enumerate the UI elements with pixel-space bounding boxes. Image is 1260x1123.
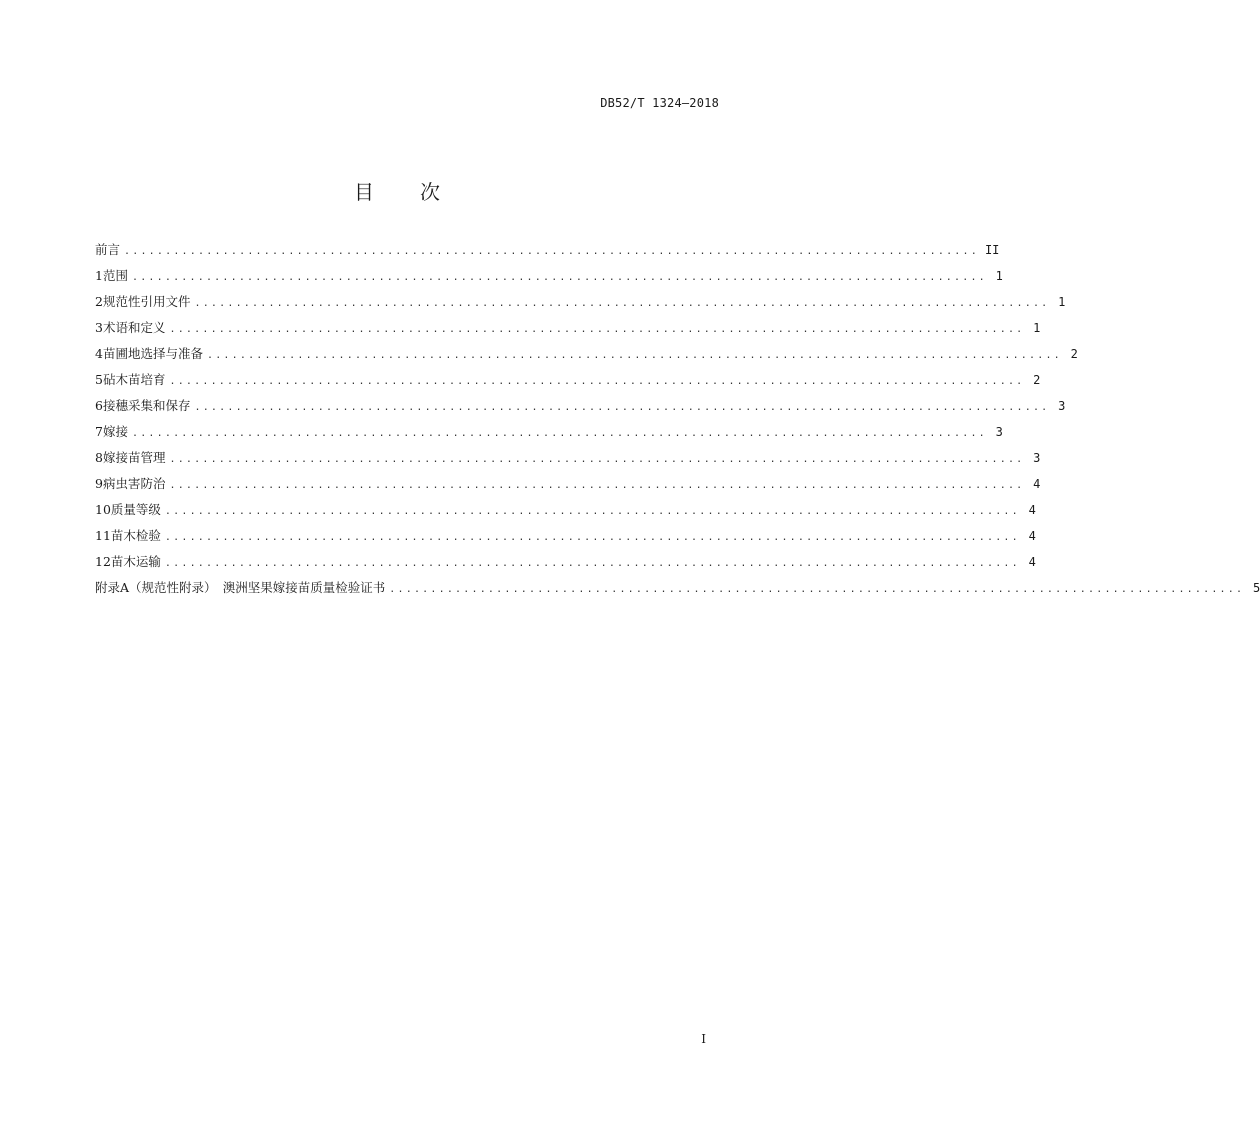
toc-title — [0, 176, 794, 205]
toc-entry-number: 3 — [95, 320, 103, 335]
toc-leader-dots: ........................................................................................................ — [124, 246, 979, 257]
toc-entry-5[interactable] — [95, 367, 1041, 393]
toc-entry-number: 6 — [95, 398, 103, 413]
toc-entry-10[interactable] — [95, 497, 1036, 523]
toc-entry-label: 质量等级 — [110, 502, 161, 517]
toc-leader-dots: ........................................................................................................ — [194, 402, 1050, 413]
toc-leader-dots: ........................................................................................................ — [131, 272, 987, 283]
toc-entry-3[interactable] — [95, 315, 1041, 341]
toc-entry-number: 7 — [95, 424, 103, 439]
toc-entry-number: 4 — [95, 346, 103, 361]
toc-entry-page: 4 — [1028, 503, 1036, 517]
toc-entry-page: 2 — [1033, 373, 1041, 387]
toc-entry-9[interactable] — [95, 471, 1041, 497]
toc-leader-dots: ........................................................................................................ — [389, 584, 1245, 595]
toc-entry-label: 苗木运输 — [110, 554, 161, 569]
toc-entry-11[interactable] — [95, 523, 1036, 549]
toc-entry-label: 砧木苗培育 — [102, 372, 166, 387]
toc-leader-dots: ........................................................................................................ — [164, 532, 1020, 543]
toc-entry-page: 1 — [1033, 321, 1041, 335]
toc-entry-number: 8 — [95, 450, 103, 465]
toc-leader-dots: ........................................................................................................ — [131, 428, 987, 439]
toc-entry-2[interactable] — [95, 289, 1066, 315]
toc-entry-label: 前言 — [95, 242, 121, 257]
toc-entry-number: 5 — [95, 372, 103, 387]
toc-entry-page: 1 — [1058, 295, 1066, 309]
toc-entry-number: 9 — [95, 476, 103, 491]
toc-leader-dots: ........................................................................................................ — [206, 350, 1062, 361]
standard-code: DB52/T 1324—2018 — [600, 96, 719, 110]
toc-entry-label: 嫁接苗管理 — [102, 450, 166, 465]
toc-leader-dots: ........................................................................................................ — [169, 324, 1025, 335]
toc-title-char: 目 — [354, 180, 374, 204]
toc-entry-number: 12 — [95, 554, 111, 569]
table-of-contents — [95, 237, 1260, 601]
toc-entry-label: 规范性引用文件 — [102, 294, 191, 309]
toc-entry-page: 4 — [1028, 555, 1036, 569]
page-number: I — [701, 1032, 706, 1046]
toc-entry-label: 苗圃地选择与准备 — [102, 346, 203, 361]
toc-leader-dots: ........................................................................................................ — [169, 480, 1025, 491]
toc-entry-page: 5 — [1252, 581, 1260, 595]
toc-entry-6[interactable] — [95, 393, 1066, 419]
toc-entry-page: 3 — [995, 425, 1003, 439]
toc-entry-page: 3 — [1033, 451, 1041, 465]
toc-entry-page: II — [984, 243, 1000, 257]
toc-entry-number: 2 — [95, 294, 103, 309]
toc-entry-label: 嫁接 — [102, 424, 128, 439]
toc-entry-8[interactable] — [95, 445, 1041, 471]
toc-entry-foreword[interactable] — [95, 237, 1000, 263]
toc-entry-label: 附录A（规范性附录） 澳洲坚果嫁接苗质量检验证书 — [95, 580, 386, 595]
toc-entry-page: 2 — [1070, 347, 1078, 361]
toc-entry-1[interactable] — [95, 263, 1003, 289]
toc-entry-page: 3 — [1058, 399, 1066, 413]
toc-title-char: 次 — [420, 180, 440, 204]
toc-leader-dots: ........................................................................................................ — [164, 506, 1020, 517]
toc-entry-label: 范围 — [102, 268, 128, 283]
toc-entry-7[interactable] — [95, 419, 1003, 445]
toc-leader-dots: ........................................................................................................ — [169, 376, 1025, 387]
toc-leader-dots: ........................................................................................................ — [164, 558, 1020, 569]
toc-entry-12[interactable] — [95, 549, 1036, 575]
toc-entry-label: 苗木检验 — [110, 528, 161, 543]
toc-entry-page: 4 — [1028, 529, 1036, 543]
toc-entry-4[interactable] — [95, 341, 1078, 367]
toc-entry-page: 4 — [1033, 477, 1041, 491]
toc-entry-page: 1 — [995, 269, 1003, 283]
toc-leader-dots: ........................................................................................................ — [194, 298, 1050, 309]
toc-entry-number: 11 — [95, 528, 111, 543]
toc-entry-number: 10 — [95, 502, 111, 517]
toc-entry-label: 术语和定义 — [102, 320, 166, 335]
toc-entry-label: 病虫害防治 — [102, 476, 166, 491]
toc-entry-label: 接穗采集和保存 — [102, 398, 191, 413]
toc-entry-appendix-a[interactable] — [95, 575, 1260, 601]
toc-leader-dots: ........................................................................................................ — [169, 454, 1025, 465]
toc-entry-number: 1 — [95, 268, 103, 283]
